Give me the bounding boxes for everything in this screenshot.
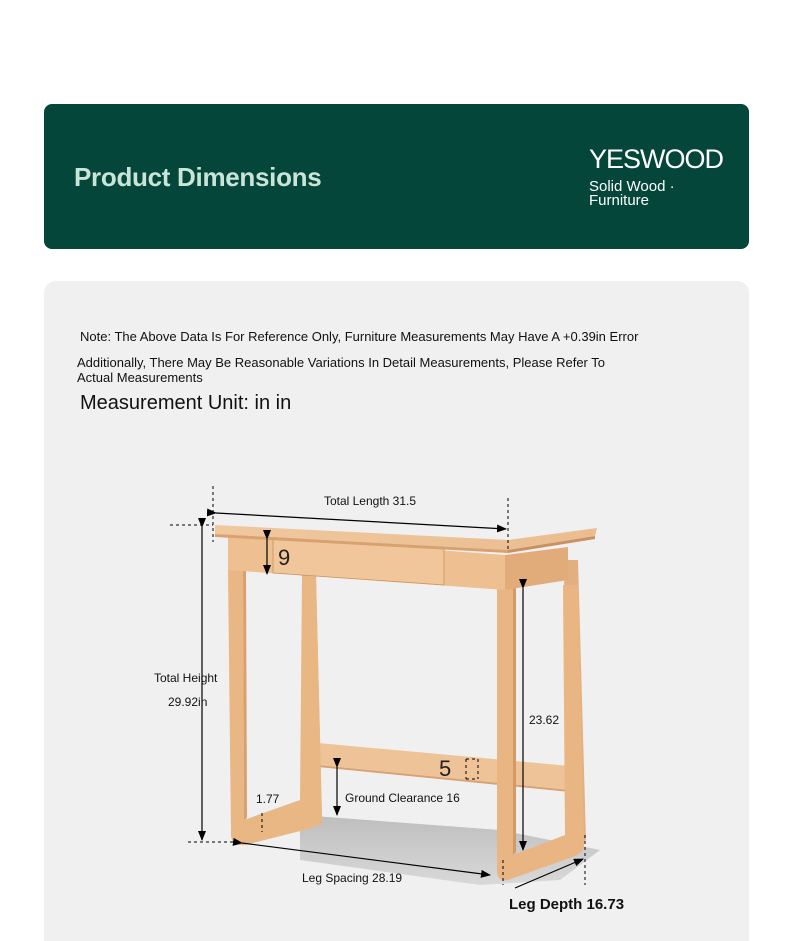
reference-note: Note: The Above Data Is For Reference Only, Furniture Measurements May Have A +0.39in Error [80,329,639,344]
page-title: Product Dimensions [74,162,322,192]
total-length-label: Total Length 31.5 [323,494,417,508]
total-height-label: Total Height [154,671,218,685]
leg-depth-label: Leg Depth 16.73 [509,896,625,913]
measurement-unit: Measurement Unit: in in [80,392,292,414]
leg-spacing-label: Leg Spacing 28.19 [302,871,403,885]
front-right-leg [497,585,584,880]
stretcher-height-label: 5 [439,756,452,781]
variation-note: Additionally, There May Be Reasonable Variations In Detail Measurements, Please Refer To Actual Measurements [77,355,605,385]
ground-clearance-label: Ground Clearance 16 [345,791,460,805]
total-height-value: 29.92in [168,695,208,709]
brand-logo: YESWOOD [589,144,724,174]
foot-thickness-label: 1.77 [256,792,280,806]
brand-tagline: Solid Wood · Furniture [589,178,675,209]
total-length-arrow [216,513,506,529]
drawer-height-label: 9 [278,545,291,570]
leg-height-label: 23.62 [529,713,560,727]
